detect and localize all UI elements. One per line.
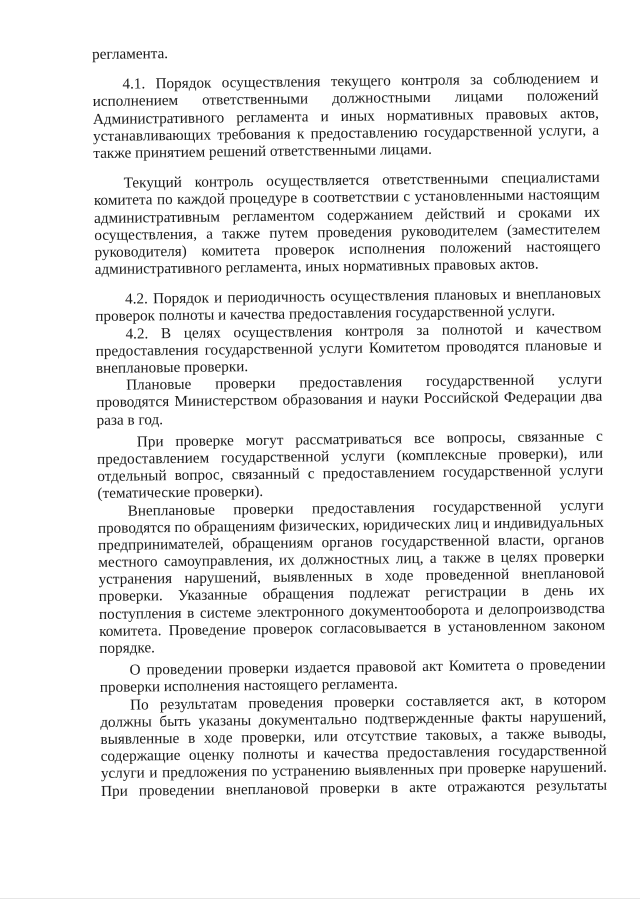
text-line: порядке. [99,639,156,657]
text-line: проверки. Указанные обращения подлежат регистрации в день их [98,582,605,606]
text-line: отдельный вопрос, связанный с предоставлением государственной услуги [97,461,604,486]
text-line: При проверке могут рассматриваться все вопросы, связанные с [136,427,603,451]
text-line: 4.2. В целях осуществления контроля за полнотой и качеством [125,319,602,343]
text-line: исполнением ответственными должностными лицами положений [92,87,599,111]
text-line: Внеплановые проверки предоставления государственной услуги [127,496,604,520]
scan-edge [0,898,640,899]
text-line: Административного регламента и иных нормативных правовых актов, [92,104,599,128]
text-line: внеплановые проверки. [95,358,249,377]
text-line: устанавливающих требования к предоставлению государственной услуги, а [92,121,600,145]
text-line: административным регламентом содержанием действий и сроками их [93,203,601,227]
text-line: проверки исполнения настоящего регламента. [99,675,398,697]
text-line: раза в год. [96,410,164,429]
text-line: проверок полноты и качества предоставления государственной услуги. [95,302,556,326]
text-line: Текущий контроль осуществляется ответственными специалистами [123,168,600,192]
text-line: При проведении внеплановой проверки в акте отражаются результаты [100,776,608,800]
text-line: должны быть указаны документально подтвержденные факты нарушений, [100,707,607,731]
text-line: предпринимателей, обращениям органов государственной власти, органов [97,530,605,554]
text-line: услуги и предложения по устранению выявленных при проверке нарушений. [100,759,607,783]
text-line: местного самоуправления, их должностных лиц, а также в целях проверки [98,547,605,572]
text-line: осуществления, а также путем проведения руководителем (заместителем [94,220,601,244]
text-line: руководителя) комитета проверок исполнения положений настоящего [94,237,601,261]
text-line: также принятием решений ответственными лицами. [93,140,432,162]
text-line: Плановые проверки предоставления государственной услуги [126,370,603,394]
text-line: проводятся Министерством образования и науки Российской Федерации два [96,388,603,412]
text-line: комитета. Проведение проверок согласовывается в установленном законом [99,616,606,640]
text-line: выявленные в ходе проверки, или отсутствие таковых, а также выводы, [100,724,607,748]
text-line: устранения нарушений, выявленных в ходе проведенной внеплановой [98,565,605,589]
text-line: административного регламента, иных нормативных правовых актов. [94,255,539,279]
text-line: содержащие оценку полноты и качества предоставления государственной [100,741,607,766]
text-line: 4.1. Порядок осуществления текущего контроля за соблюдением и [122,70,599,93]
text-line: регламента. [92,45,169,63]
text-line: комитета по каждой процедуре в соответствии с установленными настоящим [93,186,600,210]
text-line: предоставлением государственной услуги (комплексные проверки), или [96,444,604,468]
text-line: (тематические проверки). [97,483,264,503]
text-line: 4.2. Порядок и периодичность осуществления плановых и внеплановых [124,285,602,308]
text-line: О проведении проверки издается правовой акт Комитета о проведении [129,655,606,679]
text-line: проводятся по обращениям физических, юридических лиц и индивидуальных [97,513,604,537]
text-line: поступления в системе электронного документооборота и делопроизводства [98,599,606,623]
document-body [92,40,607,800]
text-line: предоставления государственной услуги Комитетом проводятся плановые и [95,336,602,360]
text-line: По результатам проведения проверки составляется акт, в котором [129,690,607,714]
